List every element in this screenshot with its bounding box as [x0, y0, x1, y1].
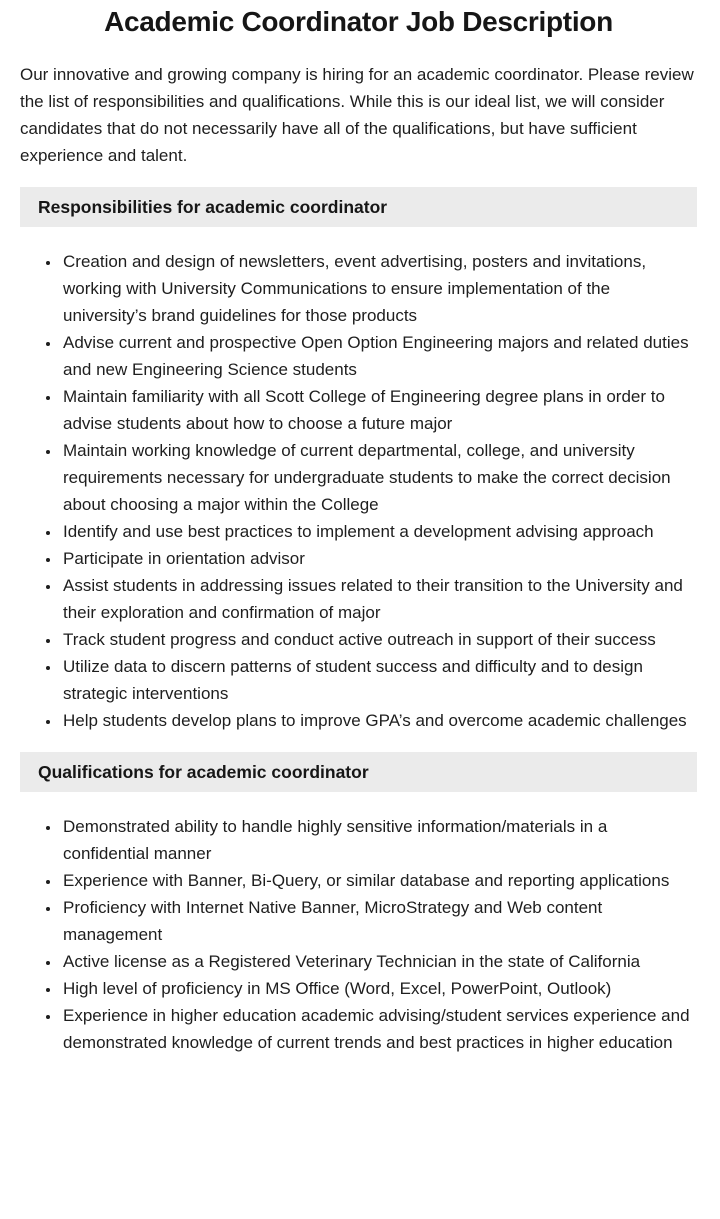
list-item: • Maintain familiarity with all Scott College of Engineering degree plans in order to advise students about how to choose a future major [61, 383, 697, 437]
qualifications-list [20, 813, 697, 1056]
list-item: • Demonstrated ability to handle highly sensitive information/materials in a confidential manner [61, 813, 697, 867]
list-item: • Creation and design of newsletters, event advertising, posters and invitations, working with University Communications to ensure implementation of the university’s brand guidelines for those products [61, 248, 697, 329]
list-item: • Track student progress and conduct active outreach in support of their success [61, 626, 697, 653]
list-item: • Assist students in addressing issues related to their transition to the University and their exploration and confirmation of major [61, 572, 697, 626]
section-heading-responsibilities: Responsibilities for academic coordinator [20, 187, 697, 227]
intro-paragraph: Our innovative and growing company is hiring for an academic coordinator. Please review the list of responsibilities and qualifications. While this is our ideal list, we will consider candidates that do not necessarily have all of the qualifications, but have sufficient experience and talent. [20, 65, 694, 165]
section-qualifications [20, 752, 697, 1056]
list-item: • Proficiency with Internet Native Banner, MicroStrategy and Web content management [61, 894, 697, 948]
section-heading-qualifications: Qualifications for academic coordinator [20, 752, 697, 792]
list-item: • Experience with Banner, Bi-Query, or similar database and reporting applications [61, 867, 697, 894]
responsibilities-list [20, 248, 697, 734]
list-item: • Maintain working knowledge of current departmental, college, and university requirements necessary for undergraduate students to make the correct decision about choosing a major within the College [61, 437, 697, 518]
list-item: • Experience in higher education academic advising/student services experience and demonstrated knowledge of current trends and best practices in higher education [61, 1002, 697, 1056]
list-item: • High level of proficiency in MS Office (Word, Excel, PowerPoint, Outlook) [61, 975, 697, 1002]
list-item: • Identify and use best practices to implement a development advising approach [61, 518, 697, 545]
list-item: • Active license as a Registered Veterinary Technician in the state of California [61, 948, 697, 975]
page-title: Academic Coordinator Job Description [104, 6, 613, 37]
list-item: • Participate in orientation advisor [61, 545, 697, 572]
list-item: • Utilize data to discern patterns of student success and difficulty and to design strategic interventions [61, 653, 697, 707]
list-item: • Help students develop plans to improve GPA’s and overcome academic challenges [61, 707, 697, 734]
section-responsibilities [20, 187, 697, 734]
list-item: • Advise current and prospective Open Option Engineering majors and related duties and new Engineering Science students [61, 329, 697, 383]
